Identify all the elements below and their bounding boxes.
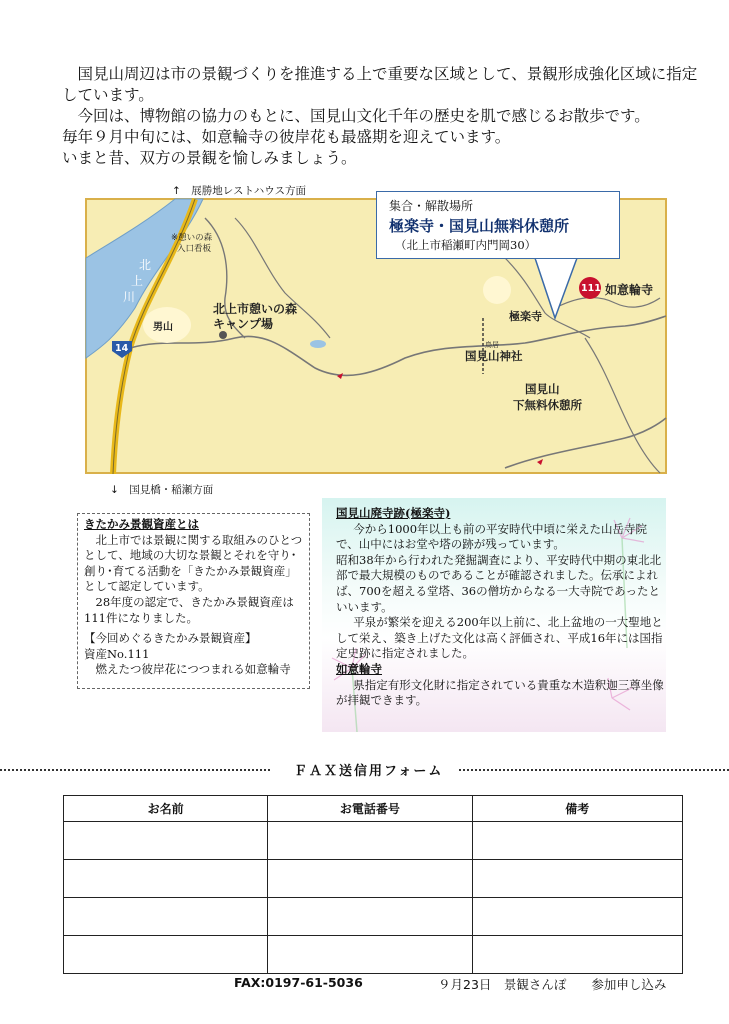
intro-paragraph-4: いまと昔、双方の景観を愉しみましょう。 (62, 149, 357, 167)
kitakami-heritage-box (77, 513, 310, 689)
col-note-header: 備考 (472, 796, 682, 822)
river-label-3: 川 (123, 290, 136, 304)
history-title-1: 国見山廃寺跡(極楽寺) (336, 506, 451, 520)
torii-label: 鳥居 (485, 341, 499, 349)
form-row (64, 822, 683, 860)
form-row (64, 898, 683, 936)
camp-marker (219, 331, 227, 339)
event-name: ９月23日 景観さんぽ 参加申し込み (438, 977, 667, 992)
note-cell[interactable] (472, 936, 682, 974)
gokurakuji-area (483, 276, 511, 304)
callout-address: （北上市稲瀬町内門岡30） (395, 238, 537, 252)
forest-sign-label-2: 入口看板 (177, 244, 212, 254)
gokurakuji-label: 極楽寺 (509, 310, 542, 323)
history-text-4: 県指定有形文化財に指定されている貴重な木造釈迦三尊坐像が拝観できます。 (336, 677, 664, 708)
river-label-2: 上 (131, 274, 144, 288)
nyoirinji-label: 如意輪寺 (605, 283, 654, 297)
name-cell[interactable] (64, 822, 268, 860)
heritage-box-body: 北上市では景観に関する取組みのひとつとして、地域の大切な景観とそれを守り･創り･育てる活動を「きたかみ景観資産」として認定しています。 (84, 532, 303, 594)
phone-cell[interactable] (268, 936, 472, 974)
form-row (64, 860, 683, 898)
callout-heading: 集合・解散場所 (389, 199, 474, 213)
direction-south: ↓ 国見橋・稲瀬方面 (110, 484, 214, 496)
heritage-box-name: 燃えたつ彼岸花につつまれる如意輪寺 (95, 662, 291, 677)
route-111-label: 111 (581, 283, 601, 294)
phone-cell[interactable] (268, 822, 472, 860)
river-label-1: 北 (139, 258, 152, 272)
history-text-1: 今から1000年以上も前の平安時代中頃に栄えた山岳寺院で、山中にはお堂や塔の跡が残っています。 (336, 521, 648, 552)
history-panel (322, 498, 666, 732)
callout-place: 極楽寺・国見山無料休憩所 (389, 217, 570, 235)
fax-divider-right (459, 769, 729, 771)
intro-paragraph-2: 今回は、博物館の協力のもとに、国見山文化千年の歴史を肌で感じるお散歩です。 (77, 107, 650, 125)
name-cell[interactable] (64, 936, 268, 974)
intro-paragraph-1: 国見山周辺は市の景観づくりを推進する上で重要な区域として、景観形成強化区域に指定しています。 (62, 65, 698, 104)
direction-north: ↑ 展勝地レストハウス方面 (172, 185, 306, 197)
forest-sign-label-1: ※憩いの森 (171, 233, 213, 243)
camp-label-2: キャンプ場 (213, 317, 274, 331)
meeting-place-callout (376, 191, 620, 259)
phone-cell[interactable] (268, 860, 472, 898)
history-title-2: 如意輪寺 (336, 661, 382, 676)
heritage-box-heading: 【今回めぐるきたかみ景観資産】 (84, 631, 257, 646)
note-cell[interactable] (472, 822, 682, 860)
name-cell[interactable] (64, 898, 268, 936)
intro-paragraph-3: 毎年９月中旬には、如意輪寺の彼岸花も最盛期を迎えています。 (62, 128, 511, 146)
history-text-3: 平泉が繁栄を迎える200年以上前に、北上盆地の一大聖地として栄え、築き上げた文化は高く評価され、平成16年には国指定史跡に指定されました。 (336, 615, 663, 661)
route-14-label: 14 (115, 343, 129, 354)
pond (310, 340, 326, 348)
note-cell[interactable] (472, 898, 682, 936)
col-name-header: お名前 (64, 796, 268, 822)
otokoyama-label: 男山 (153, 322, 173, 333)
kyukeijo-label-2: 下無料休憩所 (513, 398, 582, 412)
heritage-box-title: きたかみ景観資産とは (84, 517, 199, 531)
col-phone-header: お電話番号 (268, 796, 472, 822)
kyukeijo-label-1: 国見山 (525, 382, 560, 396)
name-cell[interactable] (64, 860, 268, 898)
fax-form-table (63, 795, 683, 974)
fax-form-title: ＦＡＸ送信用フォーム (294, 764, 444, 779)
phone-cell[interactable] (268, 898, 472, 936)
note-cell[interactable] (472, 860, 682, 898)
fax-divider-left (0, 769, 270, 771)
shrine-label: 国見山神社 (465, 349, 523, 363)
heritage-box-number: 資産No.111 (84, 646, 150, 661)
intro-text (62, 64, 702, 169)
form-row (64, 936, 683, 974)
fax-number: FAX:0197-61-5036 (234, 975, 363, 990)
camp-label-1: 北上市憩いの森 (213, 302, 298, 316)
heritage-box-count: 28年度の認定で、きたかみ景観資産は111件になりました。 (84, 594, 294, 625)
history-text-2: 昭和38年から行われた発掘調査により、平安時代中期の東北北部で最大規模のものであることが確認されました。伝承によれば、700を超える堂塔、36の僧坊からなる一大寺院であったといいます。 (336, 552, 662, 614)
